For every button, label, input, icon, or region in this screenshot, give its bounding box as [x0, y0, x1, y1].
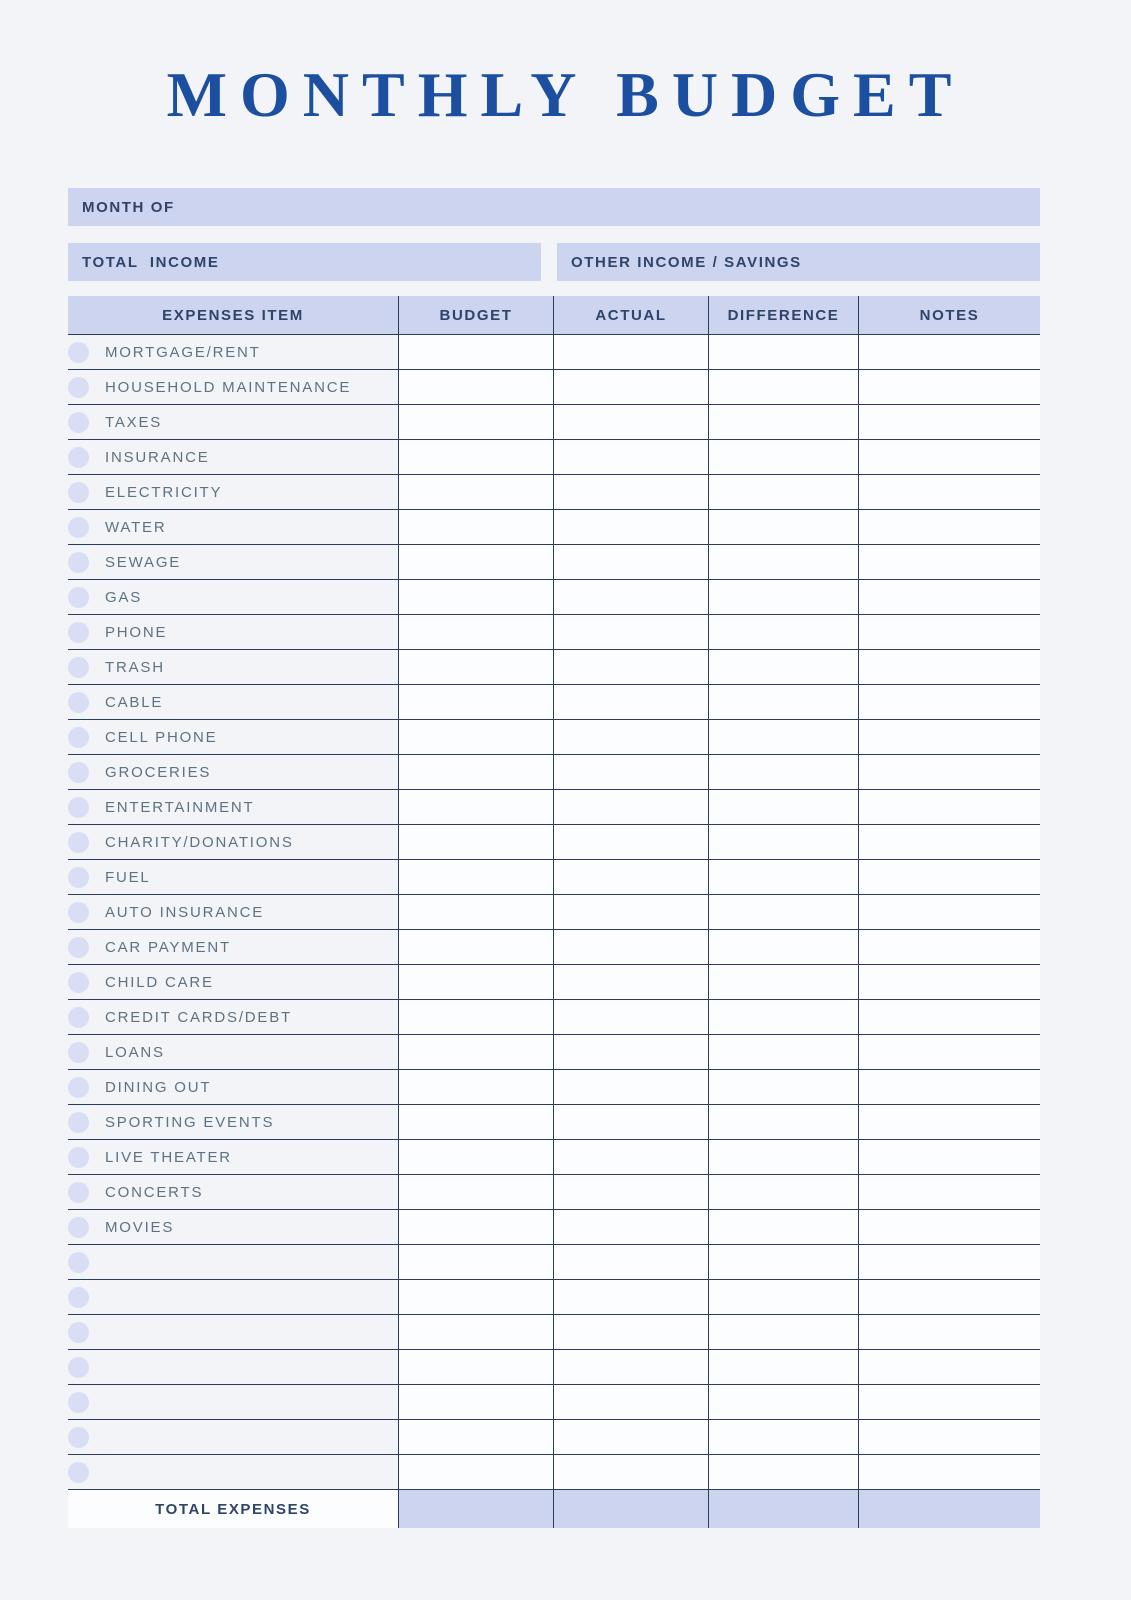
table-row [68, 545, 1040, 580]
notes-cell[interactable] [858, 1315, 1040, 1349]
expense-item-label: MOVIES [105, 1218, 175, 1236]
expense-item-cell [68, 1210, 398, 1244]
table-row [68, 370, 1040, 405]
expense-item-label: GROCERIES [105, 763, 212, 781]
expense-item-cell [68, 1385, 398, 1419]
bullet-circle-icon [68, 797, 89, 818]
expense-item-cell [68, 1140, 398, 1174]
expense-item-cell [68, 825, 398, 859]
bullet-circle-icon [68, 972, 89, 993]
bullet-circle-icon [68, 1112, 89, 1133]
expense-item-label: CABLE [105, 693, 164, 711]
table-row [68, 1280, 1040, 1315]
table-row [68, 615, 1040, 650]
expense-item-cell [68, 1175, 398, 1209]
actual-cell[interactable] [553, 1385, 708, 1419]
expense-item-cell [68, 895, 398, 929]
notes-cell[interactable] [858, 860, 1040, 894]
other-income-label: OTHER INCOME / SAVINGS [571, 253, 802, 271]
expense-item-label: TAXES [105, 413, 163, 431]
expense-item-label: DINING OUT [105, 1078, 212, 1096]
actual-cell[interactable] [553, 475, 708, 509]
difference-cell[interactable] [708, 615, 858, 649]
expense-item-label: TRASH [105, 658, 165, 676]
difference-cell[interactable] [708, 755, 858, 789]
table-row [68, 895, 1040, 930]
actual-cell[interactable] [553, 650, 708, 684]
actual-cell[interactable] [553, 545, 708, 579]
actual-cell[interactable] [553, 615, 708, 649]
notes-cell[interactable] [858, 545, 1040, 579]
bullet-circle-icon [68, 342, 89, 363]
bullet-circle-icon [68, 902, 89, 923]
budget-cell[interactable] [398, 1140, 553, 1174]
budget-cell[interactable] [398, 405, 553, 439]
actual-cell[interactable] [553, 1105, 708, 1139]
difference-cell[interactable] [708, 1175, 858, 1209]
bullet-circle-icon [68, 482, 89, 503]
bullet-circle-icon [68, 1427, 89, 1448]
expense-item-cell [68, 370, 398, 404]
actual-cell[interactable] [553, 825, 708, 859]
budget-cell[interactable] [398, 1210, 553, 1244]
notes-cell[interactable] [858, 895, 1040, 929]
total-difference-cell[interactable] [708, 1490, 858, 1528]
expense-item-cell [68, 1350, 398, 1384]
difference-cell[interactable] [708, 440, 858, 474]
bullet-circle-icon [68, 1287, 89, 1308]
expense-item-cell [68, 930, 398, 964]
expense-item-label: WATER [105, 518, 167, 536]
notes-cell[interactable] [858, 1175, 1040, 1209]
difference-cell[interactable] [708, 895, 858, 929]
difference-cell[interactable] [708, 405, 858, 439]
budget-cell[interactable] [398, 1385, 553, 1419]
expense-item-cell [68, 335, 398, 369]
budget-cell[interactable] [398, 1280, 553, 1314]
bullet-circle-icon [68, 622, 89, 643]
expense-item-label: MORTGAGE/RENT [105, 343, 261, 361]
expense-item-cell [68, 1455, 398, 1489]
difference-cell[interactable] [708, 475, 858, 509]
difference-cell[interactable] [708, 1280, 858, 1314]
bullet-circle-icon [68, 657, 89, 678]
actual-cell[interactable] [553, 510, 708, 544]
table-row [68, 790, 1040, 825]
table-row [68, 965, 1040, 1000]
notes-cell[interactable] [858, 965, 1040, 999]
notes-cell[interactable] [858, 1140, 1040, 1174]
budget-cell[interactable] [398, 650, 553, 684]
table-row [68, 1000, 1040, 1035]
header-difference: DIFFERENCE [708, 296, 858, 334]
difference-cell[interactable] [708, 720, 858, 754]
difference-cell[interactable] [708, 965, 858, 999]
budget-cell[interactable] [398, 370, 553, 404]
budget-cell[interactable] [398, 720, 553, 754]
actual-cell[interactable] [553, 860, 708, 894]
expense-item-label: INSURANCE [105, 448, 210, 466]
notes-cell[interactable] [858, 370, 1040, 404]
table-row [68, 440, 1040, 475]
month-of-input[interactable] [175, 188, 1040, 226]
difference-cell[interactable] [708, 1035, 858, 1069]
table-row [68, 930, 1040, 965]
budget-cell[interactable] [398, 755, 553, 789]
notes-cell[interactable] [858, 1210, 1040, 1244]
actual-cell[interactable] [553, 1350, 708, 1384]
bullet-circle-icon [68, 937, 89, 958]
income-section [68, 243, 1040, 281]
expense-item-cell [68, 965, 398, 999]
bullet-circle-icon [68, 832, 89, 853]
table-row [68, 1140, 1040, 1175]
table-row [68, 1070, 1040, 1105]
expense-item-cell [68, 475, 398, 509]
actual-cell[interactable] [553, 895, 708, 929]
expense-item-label: PHONE [105, 623, 168, 641]
expense-item-cell [68, 1245, 398, 1279]
difference-cell[interactable] [708, 1105, 858, 1139]
difference-cell[interactable] [708, 1420, 858, 1454]
bullet-circle-icon [68, 1252, 89, 1273]
budget-cell[interactable] [398, 1350, 553, 1384]
table-row [68, 1175, 1040, 1210]
total-income-label: TOTAL INCOME [82, 253, 220, 271]
table-row [68, 720, 1040, 755]
expense-item-label: AUTO INSURANCE [105, 903, 265, 921]
budget-cell[interactable] [398, 1315, 553, 1349]
actual-cell[interactable] [553, 405, 708, 439]
expense-item-label: HOUSEHOLD MAINTENANCE [105, 378, 352, 396]
expense-item-cell [68, 1315, 398, 1349]
header-expenses-item: EXPENSES ITEM [162, 306, 304, 324]
actual-cell[interactable] [553, 1455, 708, 1489]
table-row [68, 475, 1040, 510]
expense-item-cell [68, 440, 398, 474]
notes-cell[interactable] [858, 1455, 1040, 1489]
actual-cell[interactable] [553, 790, 708, 824]
table-row [68, 1350, 1040, 1385]
header-budget: BUDGET [398, 296, 553, 334]
notes-cell[interactable] [858, 510, 1040, 544]
budget-cell[interactable] [398, 440, 553, 474]
expense-item-cell [68, 650, 398, 684]
budget-cell[interactable] [398, 965, 553, 999]
budget-cell[interactable] [398, 1000, 553, 1034]
actual-cell[interactable] [553, 1000, 708, 1034]
notes-cell[interactable] [858, 1070, 1040, 1104]
table-row [68, 860, 1040, 895]
notes-cell[interactable] [858, 335, 1040, 369]
table-row [68, 1385, 1040, 1420]
notes-cell[interactable] [858, 1000, 1040, 1034]
actual-cell[interactable] [553, 1420, 708, 1454]
expense-item-label: LIVE THEATER [105, 1148, 232, 1166]
notes-cell[interactable] [858, 1105, 1040, 1139]
expense-item-cell [68, 1070, 398, 1104]
difference-cell[interactable] [708, 825, 858, 859]
expense-item-label: ENTERTAINMENT [105, 798, 255, 816]
difference-cell[interactable] [708, 860, 858, 894]
actual-cell[interactable] [553, 1070, 708, 1104]
header-actual: ACTUAL [553, 296, 708, 334]
table-row [68, 1035, 1040, 1070]
actual-cell[interactable] [553, 370, 708, 404]
difference-cell[interactable] [708, 1315, 858, 1349]
expense-item-cell [68, 720, 398, 754]
expense-item-cell [68, 510, 398, 544]
difference-cell[interactable] [708, 1245, 858, 1279]
notes-cell[interactable] [858, 440, 1040, 474]
expense-item-cell [68, 580, 398, 614]
expense-item-cell [68, 1420, 398, 1454]
difference-cell[interactable] [708, 580, 858, 614]
bullet-circle-icon [68, 867, 89, 888]
total-budget-cell[interactable] [398, 1490, 553, 1528]
total-expenses-row [68, 1490, 1040, 1528]
other-income-bar [557, 243, 1040, 281]
table-row [68, 1210, 1040, 1245]
expense-item-label: CHARITY/DONATIONS [105, 833, 294, 851]
table-row [68, 510, 1040, 545]
actual-cell[interactable] [553, 1175, 708, 1209]
page-content [68, 188, 1040, 1528]
table-row [68, 1455, 1040, 1490]
notes-cell[interactable] [858, 615, 1040, 649]
table-row [68, 335, 1040, 370]
expense-item-cell [68, 860, 398, 894]
budget-cell[interactable] [398, 580, 553, 614]
expense-item-label: SPORTING EVENTS [105, 1113, 275, 1131]
expense-item-label: CHILD CARE [105, 973, 214, 991]
table-row [68, 405, 1040, 440]
difference-cell[interactable] [708, 545, 858, 579]
actual-cell[interactable] [553, 1245, 708, 1279]
budget-cell[interactable] [398, 1245, 553, 1279]
notes-cell[interactable] [858, 1245, 1040, 1279]
bullet-circle-icon [68, 1217, 89, 1238]
notes-cell[interactable] [858, 1035, 1040, 1069]
expense-item-label: CREDIT CARDS/DEBT [105, 1008, 293, 1026]
bullet-circle-icon [68, 552, 89, 573]
total-notes-cell[interactable] [858, 1490, 1040, 1528]
difference-cell[interactable] [708, 1455, 858, 1489]
total-expenses-label: TOTAL EXPENSES [68, 1490, 398, 1528]
budget-cell[interactable] [398, 895, 553, 929]
notes-cell[interactable] [858, 1385, 1040, 1419]
budget-cell[interactable] [398, 1070, 553, 1104]
actual-cell[interactable] [553, 335, 708, 369]
notes-cell[interactable] [858, 1350, 1040, 1384]
budget-cell[interactable] [398, 930, 553, 964]
table-row [68, 755, 1040, 790]
difference-cell[interactable] [708, 1140, 858, 1174]
total-actual-cell[interactable] [553, 1490, 708, 1528]
bullet-circle-icon [68, 412, 89, 433]
table-row [68, 1420, 1040, 1455]
notes-cell[interactable] [858, 720, 1040, 754]
bullet-circle-icon [68, 1147, 89, 1168]
difference-cell[interactable] [708, 370, 858, 404]
bullet-circle-icon [68, 1322, 89, 1343]
difference-cell[interactable] [708, 1000, 858, 1034]
actual-cell[interactable] [553, 930, 708, 964]
actual-cell[interactable] [553, 580, 708, 614]
total-income-bar [68, 243, 541, 281]
expense-item-cell [68, 405, 398, 439]
bullet-circle-icon [68, 517, 89, 538]
bullet-circle-icon [68, 447, 89, 468]
difference-cell[interactable] [708, 685, 858, 719]
bullet-circle-icon [68, 727, 89, 748]
bullet-circle-icon [68, 1357, 89, 1378]
bullet-circle-icon [68, 1042, 89, 1063]
budget-table [68, 296, 1040, 1528]
expense-item-label: LOANS [105, 1043, 165, 1061]
budget-cell[interactable] [398, 545, 553, 579]
difference-cell[interactable] [708, 1385, 858, 1419]
expense-item-label: CONCERTS [105, 1183, 204, 1201]
budget-cell[interactable] [398, 1035, 553, 1069]
difference-cell[interactable] [708, 510, 858, 544]
notes-cell[interactable] [858, 1280, 1040, 1314]
notes-cell[interactable] [858, 650, 1040, 684]
expense-item-label: GAS [105, 588, 143, 606]
table-row [68, 825, 1040, 860]
page-title: MONTHLY BUDGET [166, 59, 965, 130]
table-row [68, 1315, 1040, 1350]
notes-cell[interactable] [858, 685, 1040, 719]
table-row [68, 1105, 1040, 1140]
other-income-input[interactable] [802, 243, 1040, 281]
expense-item-cell [68, 1035, 398, 1069]
bullet-circle-icon [68, 1392, 89, 1413]
budget-cell[interactable] [398, 335, 553, 369]
expense-item-label: CAR PAYMENT [105, 938, 231, 956]
budget-cell[interactable] [398, 615, 553, 649]
table-row [68, 580, 1040, 615]
month-of-label: MONTH OF [82, 198, 175, 216]
difference-cell[interactable] [708, 1350, 858, 1384]
header-notes: NOTES [858, 296, 1040, 334]
actual-cell[interactable] [553, 1210, 708, 1244]
bullet-circle-icon [68, 1077, 89, 1098]
difference-cell[interactable] [708, 650, 858, 684]
actual-cell[interactable] [553, 1035, 708, 1069]
budget-cell[interactable] [398, 1175, 553, 1209]
actual-cell[interactable] [553, 440, 708, 474]
notes-cell[interactable] [858, 930, 1040, 964]
actual-cell[interactable] [553, 1140, 708, 1174]
budget-cell[interactable] [398, 685, 553, 719]
expense-item-cell [68, 685, 398, 719]
bullet-circle-icon [68, 377, 89, 398]
expense-item-cell [68, 790, 398, 824]
budget-cell[interactable] [398, 825, 553, 859]
actual-cell[interactable] [553, 1280, 708, 1314]
difference-cell[interactable] [708, 335, 858, 369]
budget-cell[interactable] [398, 510, 553, 544]
actual-cell[interactable] [553, 685, 708, 719]
table-row [68, 650, 1040, 685]
notes-cell[interactable] [858, 755, 1040, 789]
bullet-circle-icon [68, 1182, 89, 1203]
expense-item-cell [68, 545, 398, 579]
expense-item-label: SEWAGE [105, 553, 182, 571]
total-income-input[interactable] [219, 243, 541, 281]
budget-cell[interactable] [398, 860, 553, 894]
budget-cell[interactable] [398, 475, 553, 509]
bullet-circle-icon [68, 762, 89, 783]
difference-cell[interactable] [708, 930, 858, 964]
budget-cell[interactable] [398, 790, 553, 824]
notes-cell[interactable] [858, 475, 1040, 509]
difference-cell[interactable] [708, 790, 858, 824]
notes-cell[interactable] [858, 580, 1040, 614]
notes-cell[interactable] [858, 1420, 1040, 1454]
expense-item-label: ELECTRICITY [105, 483, 223, 501]
expense-item-label: FUEL [105, 868, 151, 886]
expense-item-cell [68, 1000, 398, 1034]
actual-cell[interactable] [553, 965, 708, 999]
budget-cell[interactable] [398, 1455, 553, 1489]
expense-item-cell [68, 1105, 398, 1139]
difference-cell[interactable] [708, 1210, 858, 1244]
budget-cell[interactable] [398, 1420, 553, 1454]
actual-cell[interactable] [553, 1315, 708, 1349]
table-body [68, 335, 1040, 1490]
bullet-circle-icon [68, 587, 89, 608]
table-header-row [68, 296, 1040, 335]
bullet-circle-icon [68, 1007, 89, 1028]
expense-item-label: CELL PHONE [105, 728, 218, 746]
table-row [68, 1245, 1040, 1280]
actual-cell[interactable] [553, 755, 708, 789]
notes-cell[interactable] [858, 790, 1040, 824]
notes-cell[interactable] [858, 405, 1040, 439]
expense-item-cell [68, 1280, 398, 1314]
expense-item-cell [68, 755, 398, 789]
difference-cell[interactable] [708, 1070, 858, 1104]
bullet-circle-icon [68, 1462, 89, 1483]
month-of-bar [68, 188, 1040, 226]
actual-cell[interactable] [553, 720, 708, 754]
budget-cell[interactable] [398, 1105, 553, 1139]
notes-cell[interactable] [858, 825, 1040, 859]
expense-item-cell [68, 615, 398, 649]
table-row [68, 685, 1040, 720]
bullet-circle-icon [68, 692, 89, 713]
